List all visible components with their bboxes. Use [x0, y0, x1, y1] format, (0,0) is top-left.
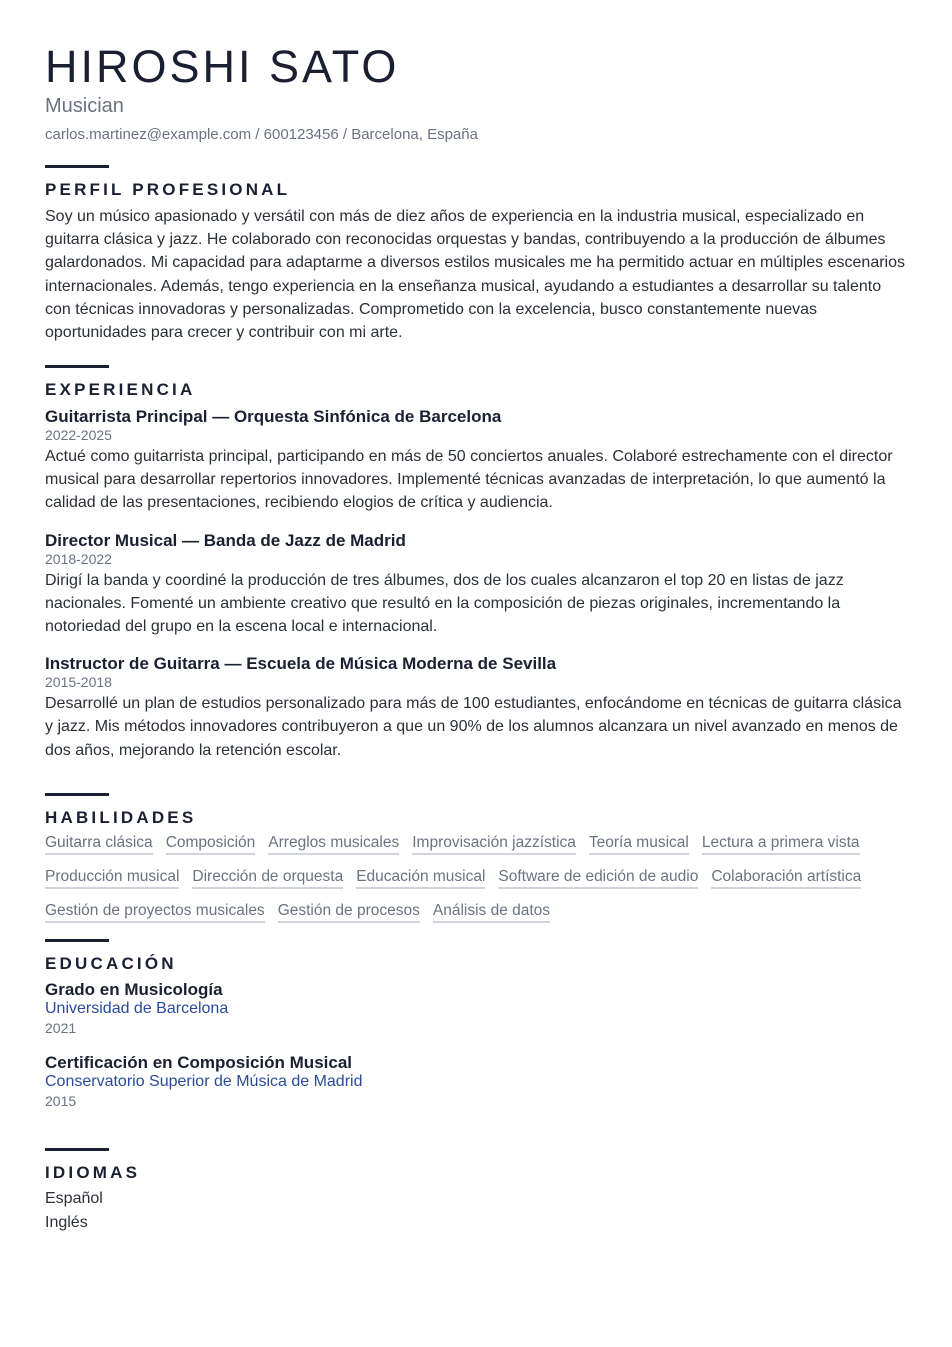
skill-tag: Dirección de orquesta [192, 868, 343, 889]
experience-section [45, 365, 910, 762]
section-divider [45, 165, 109, 168]
skill-tag: Teoría musical [589, 834, 689, 855]
skill-tag: Lectura a primera vista [702, 834, 860, 855]
skill-tag: Software de edición de audio [498, 868, 698, 889]
section-divider [45, 365, 109, 368]
section-divider [45, 939, 109, 942]
education-entry [45, 980, 910, 1038]
section-divider [45, 1148, 109, 1151]
skills-section [45, 793, 910, 936]
job-title: Guitarrista Principal — Orquesta Sinfónica de Barcelona [45, 407, 502, 426]
languages-section [45, 1148, 910, 1235]
job-entry [45, 654, 910, 762]
skill-tag: Gestión de proyectos musicales [45, 902, 265, 923]
graduation-year: 2021 [45, 1020, 77, 1036]
profile-section [45, 165, 910, 344]
job-title: Director Musical — Banda de Jazz de Madrid [45, 530, 406, 550]
language-item: Español [45, 1190, 103, 1207]
job-title: Instructor de Guitarra — Escuela de Música Moderna de Sevilla [45, 654, 557, 674]
degree-title: Grado en Musicología [45, 980, 223, 999]
education-section [45, 939, 910, 1111]
job-dates: 2018-2022 [45, 550, 112, 567]
job-dates: 2022-2025 [45, 427, 112, 443]
school-name: Universidad de Barcelona [45, 1000, 229, 1017]
job-entry [45, 531, 910, 639]
contact-line: carlos.martinez@example.com / 600123456 / Barcelona, España [45, 126, 478, 143]
skill-tag: Análisis de datos [433, 902, 550, 923]
graduation-year: 2015 [45, 1093, 77, 1109]
skills-list [45, 834, 905, 936]
skill-tag: Composición [166, 834, 256, 855]
skill-tag: Gestión de procesos [278, 902, 420, 923]
skill-tag: Colaboración artística [711, 868, 861, 889]
skill-tag: Educación musical [356, 868, 485, 889]
candidate-role: Musician [45, 95, 124, 117]
education-entry [45, 1053, 910, 1111]
job-dates: 2015-2018 [45, 674, 112, 691]
job-description: Desarrollé un plan de estudios personalizado para más de 100 estudiantes, enfocándome en técnicas de guitarra clásica y jazz. Mis métodos innovadores contribuyeron a que un 90% de los alumnos alcanzara un nivel avanzado en menos de dos años, mejorando la retención escolar. [45, 695, 902, 759]
candidate-name: HIROSHI SATO [45, 41, 400, 92]
profile-heading: PERFIL PROFESIONAL [45, 180, 291, 199]
skill-tag: Improvisación jazzística [412, 834, 576, 855]
job-description: Dirigí la banda y coordiné la producción de tres álbumes, dos de los cuales alcanzaron el top 20 en listas de jazz nacionales. Fomenté un ambiente creativo que resultó en la composición de piezas originales, incrementando la notoriedad del grupo en la escena local e internacional. [45, 571, 844, 636]
skill-tag: Arreglos musicales [268, 834, 399, 855]
degree-title: Certificación en Composición Musical [45, 1053, 353, 1072]
job-description: Actué como guitarrista principal, participando en más de 50 conciertos anuales. Colaboré estrechamente con el director musical para desarrollar repertorios innovadores. Implementé técnicas avanzadas de interpretación, lo que aumentó la calidad de las presentaciones, recibiendo elogios de crítica y audiencia. [45, 448, 893, 512]
languages-heading: IDIOMAS [45, 1163, 141, 1182]
school-name: Conservatorio Superior de Música de Madrid [45, 1073, 363, 1090]
language-item: Inglés [45, 1214, 88, 1231]
section-divider [45, 793, 109, 796]
job-entry [45, 407, 910, 515]
skill-tag: Producción musical [45, 868, 179, 889]
skills-heading: HABILIDADES [45, 808, 197, 827]
profile-text: Soy un músico apasionado y versátil con más de diez años de experiencia en la industria musical, especializado en guitarra clásica y jazz. He colaborado con reconocidas orquestas y bandas, contribuyendo a la producción de álbumes galardonados. Mi capacidad para adaptarme a diversos estilos musicales me ha permitido actuar en múltiples escenarios internacionales. Además, tengo experiencia en la enseñanza musical, ayudando a estudiantes a desarrollar su talento con técnicas innovadoras y personalizadas. Comprometido con la excelencia, busco constantemente nuevas oportunidades para crecer y contribuir con mi arte. [45, 208, 905, 342]
experience-heading: EXPERIENCIA [45, 380, 196, 399]
skill-tag: Guitarra clásica [45, 834, 153, 855]
education-heading: EDUCACIÓN [45, 954, 177, 973]
